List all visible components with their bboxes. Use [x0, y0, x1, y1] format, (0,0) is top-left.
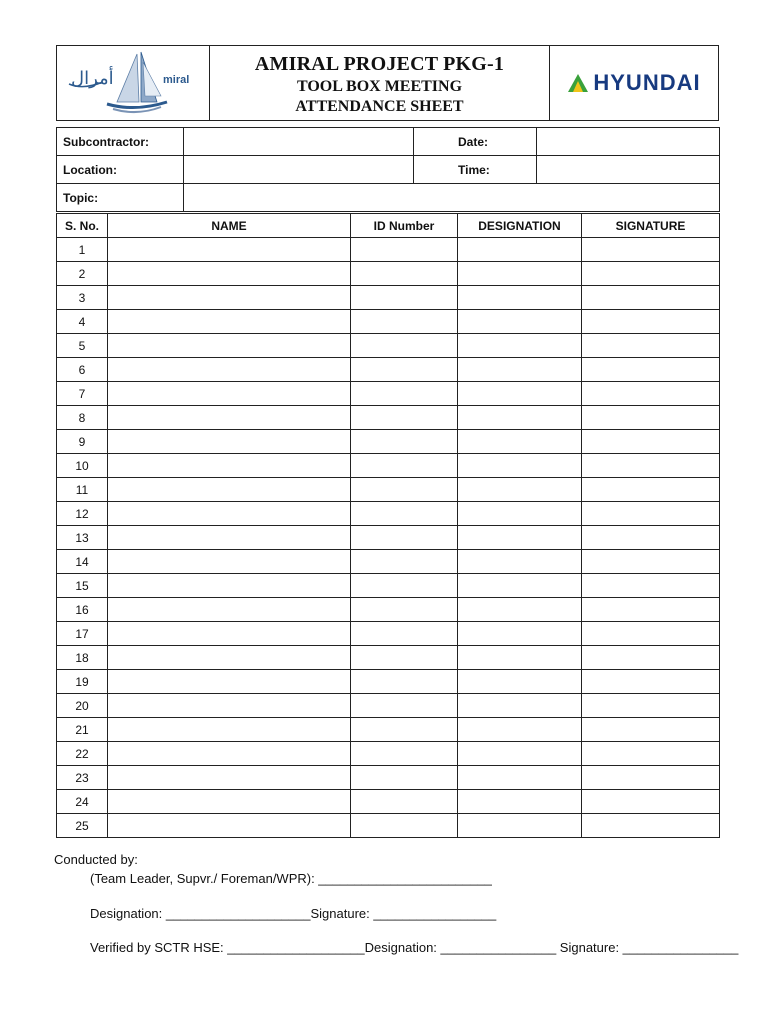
signature-cell[interactable]	[582, 598, 720, 622]
serial-number-cell: 9	[57, 430, 108, 454]
designation-cell[interactable]	[458, 502, 582, 526]
table-row	[57, 574, 720, 598]
serial-number-cell: 14	[57, 550, 108, 574]
signature-cell[interactable]	[582, 382, 720, 406]
document-subtitle-line2: ATTENDANCE SHEET	[295, 98, 464, 115]
id-number-cell[interactable]	[351, 646, 458, 670]
designation-cell[interactable]	[458, 622, 582, 646]
serial-number-cell: 24	[57, 790, 108, 814]
name-cell[interactable]	[108, 406, 351, 430]
designation-cell[interactable]	[458, 598, 582, 622]
table-row	[57, 262, 720, 286]
designation-cell[interactable]	[458, 718, 582, 742]
id-number-cell[interactable]	[351, 262, 458, 286]
name-cell[interactable]	[108, 742, 351, 766]
serial-number-cell: 10	[57, 454, 108, 478]
name-cell[interactable]	[108, 718, 351, 742]
signature-cell[interactable]	[582, 718, 720, 742]
serial-number-cell: 23	[57, 766, 108, 790]
id-number-cell[interactable]	[351, 382, 458, 406]
table-row	[57, 814, 720, 838]
serial-number-cell: 22	[57, 742, 108, 766]
conducted-by-label: Conducted by:	[54, 852, 138, 867]
id-number-cell[interactable]	[351, 790, 458, 814]
serial-number-cell: 20	[57, 694, 108, 718]
id-number-cell[interactable]	[351, 598, 458, 622]
name-cell[interactable]	[108, 382, 351, 406]
name-cell[interactable]	[108, 310, 351, 334]
date-label: Date:	[414, 128, 537, 156]
table-row	[57, 742, 720, 766]
designation-cell[interactable]	[458, 526, 582, 550]
id-number-cell[interactable]	[351, 358, 458, 382]
name-cell[interactable]	[108, 286, 351, 310]
table-row	[57, 646, 720, 670]
location-label: Location:	[57, 156, 184, 184]
id-number-cell[interactable]	[351, 718, 458, 742]
serial-number-cell: 25	[57, 814, 108, 838]
subcontractor-label: Subcontractor:	[57, 128, 184, 156]
serial-number-cell: 3	[57, 286, 108, 310]
team-leader-line[interactable]: (Team Leader, Supvr./ Foreman/WPR): ________________________	[90, 871, 492, 886]
hyundai-triangle-icon	[567, 73, 589, 93]
name-cell[interactable]	[108, 622, 351, 646]
designation-cell[interactable]	[458, 262, 582, 286]
amiral-logo	[57, 46, 210, 120]
name-cell[interactable]	[108, 766, 351, 790]
designation-cell[interactable]	[458, 670, 582, 694]
id-number-cell[interactable]	[351, 550, 458, 574]
table-row	[57, 718, 720, 742]
table-row	[57, 598, 720, 622]
id-number-cell[interactable]	[351, 310, 458, 334]
table-row	[57, 382, 720, 406]
signature-cell[interactable]	[582, 358, 720, 382]
designation-cell[interactable]	[458, 766, 582, 790]
serial-number-cell: 6	[57, 358, 108, 382]
id-number-cell[interactable]	[351, 406, 458, 430]
name-cell[interactable]	[108, 358, 351, 382]
id-number-cell[interactable]	[351, 334, 458, 358]
name-cell[interactable]	[108, 574, 351, 598]
designation-cell[interactable]	[458, 790, 582, 814]
table-row	[57, 478, 720, 502]
table-row	[57, 502, 720, 526]
designation-cell[interactable]	[458, 406, 582, 430]
attendance-header-row	[57, 214, 720, 238]
document-title: AMIRAL PROJECT PKG-1	[254, 53, 505, 75]
id-number-cell[interactable]	[351, 742, 458, 766]
signature-cell[interactable]	[582, 238, 720, 262]
name-cell[interactable]	[108, 526, 351, 550]
designation-cell[interactable]	[458, 550, 582, 574]
name-cell[interactable]	[108, 478, 351, 502]
designation-cell[interactable]	[458, 358, 582, 382]
id-number-cell[interactable]	[351, 766, 458, 790]
location-field[interactable]	[184, 156, 414, 184]
id-number-cell[interactable]	[351, 622, 458, 646]
name-cell[interactable]	[108, 550, 351, 574]
table-row	[57, 406, 720, 430]
name-cell[interactable]	[108, 454, 351, 478]
signature-cell[interactable]	[582, 454, 720, 478]
table-row	[57, 694, 720, 718]
table-row	[57, 238, 720, 262]
signature-cell[interactable]	[582, 814, 720, 838]
id-number-cell[interactable]	[351, 454, 458, 478]
signature-cell[interactable]	[582, 286, 720, 310]
table-row	[57, 286, 720, 310]
hyundai-logo	[550, 46, 718, 120]
name-cell[interactable]	[108, 430, 351, 454]
serial-number-cell: 11	[57, 478, 108, 502]
id-number-cell[interactable]	[351, 694, 458, 718]
signature-cell[interactable]	[582, 430, 720, 454]
name-cell[interactable]	[108, 790, 351, 814]
name-cell[interactable]	[108, 334, 351, 358]
signature-cell[interactable]	[582, 622, 720, 646]
name-cell[interactable]	[108, 598, 351, 622]
serial-number-cell: 13	[57, 526, 108, 550]
name-cell[interactable]	[108, 694, 351, 718]
designation-cell[interactable]	[458, 454, 582, 478]
signature-cell[interactable]	[582, 334, 720, 358]
document-subtitle-line1: TOOL BOX MEETING	[296, 78, 463, 95]
column-header-name: NAME	[108, 214, 351, 238]
designation-cell[interactable]	[458, 694, 582, 718]
name-cell[interactable]	[108, 238, 351, 262]
serial-number-cell: 21	[57, 718, 108, 742]
serial-number-cell: 19	[57, 670, 108, 694]
topic-row	[57, 184, 720, 212]
column-header-designation: DESIGNATION	[458, 214, 582, 238]
signature-cell[interactable]	[582, 670, 720, 694]
signature-cell[interactable]	[582, 502, 720, 526]
designation-cell[interactable]	[458, 430, 582, 454]
id-number-cell[interactable]	[351, 286, 458, 310]
topic-field[interactable]	[184, 184, 720, 212]
signature-cell[interactable]	[582, 574, 720, 598]
designation-cell[interactable]	[458, 286, 582, 310]
serial-number-cell: 2	[57, 262, 108, 286]
name-cell[interactable]	[108, 502, 351, 526]
name-cell[interactable]	[108, 814, 351, 838]
serial-number-cell: 15	[57, 574, 108, 598]
name-cell[interactable]	[108, 646, 351, 670]
document-header	[56, 45, 719, 121]
table-row	[57, 622, 720, 646]
id-number-cell[interactable]	[351, 670, 458, 694]
signature-cell[interactable]	[582, 790, 720, 814]
serial-number-cell: 8	[57, 406, 108, 430]
meeting-info-table	[56, 127, 720, 212]
title-block	[210, 46, 550, 120]
miral-logo-text: miral	[163, 74, 190, 86]
designation-signature-line[interactable]: Designation: ____________________Signature: _________________	[90, 906, 497, 921]
signature-cell[interactable]	[582, 478, 720, 502]
serial-number-cell: 4	[57, 310, 108, 334]
id-number-cell[interactable]	[351, 238, 458, 262]
designation-cell[interactable]	[458, 574, 582, 598]
id-number-cell[interactable]	[351, 430, 458, 454]
serial-number-cell: 18	[57, 646, 108, 670]
table-row	[57, 670, 720, 694]
id-number-cell[interactable]	[351, 574, 458, 598]
designation-cell[interactable]	[458, 310, 582, 334]
table-row	[57, 430, 720, 454]
designation-cell[interactable]	[458, 742, 582, 766]
table-row	[57, 526, 720, 550]
attendance-table	[56, 213, 720, 838]
subcontractor-field[interactable]	[184, 128, 414, 156]
serial-number-cell: 12	[57, 502, 108, 526]
signature-cell[interactable]	[582, 646, 720, 670]
signature-cell[interactable]	[582, 694, 720, 718]
table-row	[57, 454, 720, 478]
serial-number-cell: 5	[57, 334, 108, 358]
signature-cell[interactable]	[582, 550, 720, 574]
signature-cell[interactable]	[582, 262, 720, 286]
topic-label: Topic:	[57, 184, 184, 212]
table-row	[57, 790, 720, 814]
serial-number-cell: 1	[57, 238, 108, 262]
table-row	[57, 334, 720, 358]
signature-cell[interactable]	[582, 742, 720, 766]
signature-cell[interactable]	[582, 526, 720, 550]
signature-cell[interactable]	[582, 766, 720, 790]
serial-number-cell: 7	[57, 382, 108, 406]
time-label: Time:	[414, 156, 537, 184]
location-time-row	[57, 156, 720, 184]
designation-cell[interactable]	[458, 646, 582, 670]
id-number-cell[interactable]	[351, 502, 458, 526]
hyundai-logo-text: HYUNDAI	[593, 70, 701, 95]
table-row	[57, 766, 720, 790]
designation-cell[interactable]	[458, 814, 582, 838]
time-field[interactable]	[537, 156, 720, 184]
name-cell[interactable]	[108, 670, 351, 694]
designation-cell[interactable]	[458, 478, 582, 502]
id-number-cell[interactable]	[351, 814, 458, 838]
subcontractor-date-row	[57, 128, 720, 156]
id-number-cell[interactable]	[351, 526, 458, 550]
designation-cell[interactable]	[458, 334, 582, 358]
table-row	[57, 550, 720, 574]
serial-number-cell: 16	[57, 598, 108, 622]
column-header-sno: S. No.	[57, 214, 108, 238]
name-cell[interactable]	[108, 262, 351, 286]
signature-cell[interactable]	[582, 406, 720, 430]
serial-number-cell: 17	[57, 622, 108, 646]
table-row	[57, 358, 720, 382]
designation-cell[interactable]	[458, 238, 582, 262]
arabic-logo-text: أمرال	[71, 68, 114, 89]
verified-by-line[interactable]: Verified by SCTR HSE: ___________________Designation: ________________ Signature: ________________	[90, 940, 739, 955]
id-number-cell[interactable]	[351, 478, 458, 502]
column-header-id-number: ID Number	[351, 214, 458, 238]
column-header-signature: SIGNATURE	[582, 214, 720, 238]
designation-cell[interactable]	[458, 382, 582, 406]
signature-cell[interactable]	[582, 310, 720, 334]
table-row	[57, 310, 720, 334]
date-field[interactable]	[537, 128, 720, 156]
